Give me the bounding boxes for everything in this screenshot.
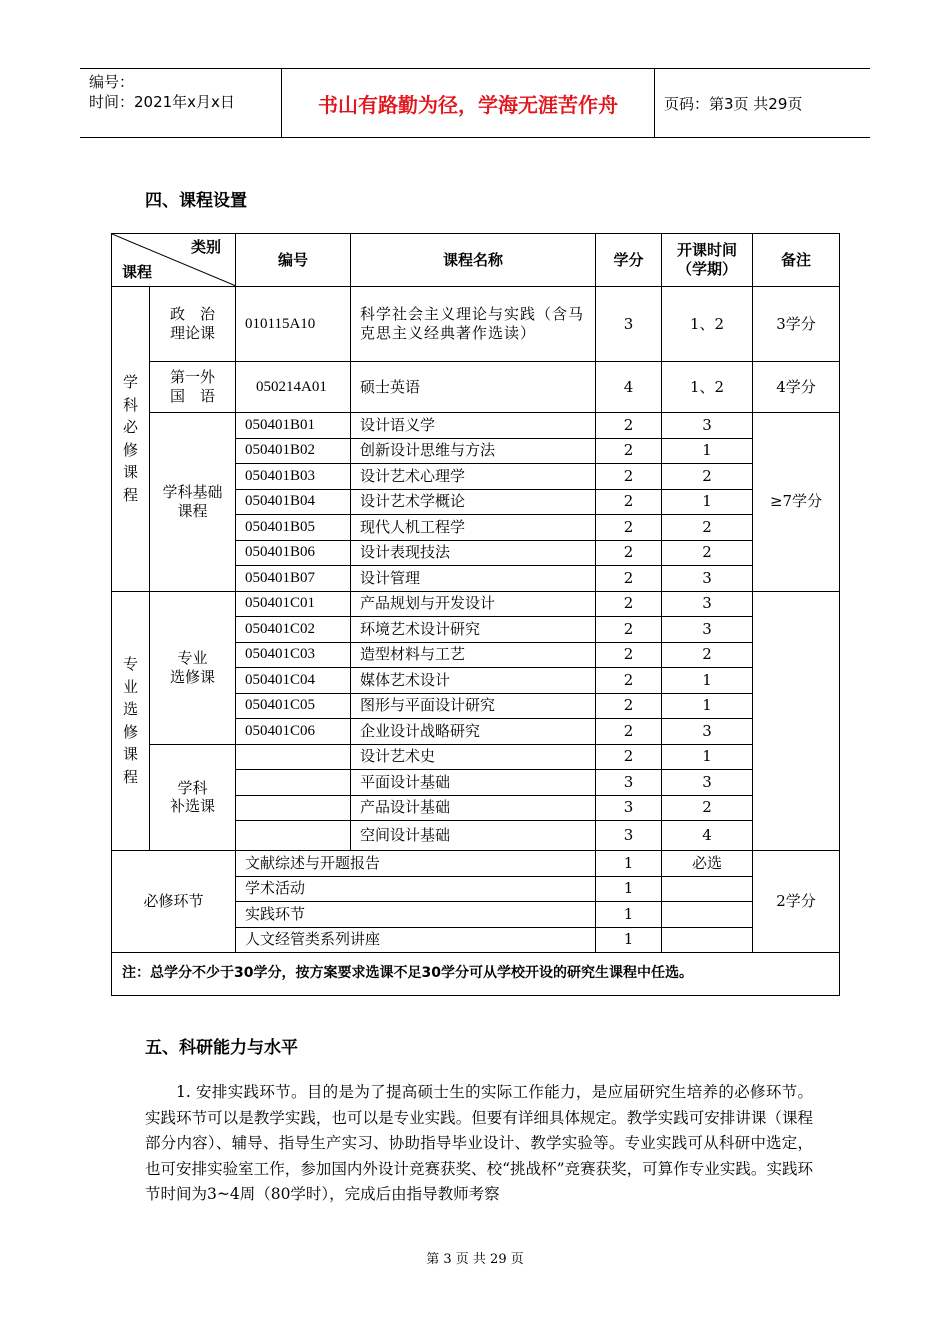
table-note: 注：总学分不少于30学分，按方案要求选课不足30学分可从学校开设的研究生课程中任选。 xyxy=(112,953,840,996)
body-paragraph-text: 1. 安排实践环节。目的是为了提高硕士生的实际工作能力，是应届研究生培养的必修环节。实践环节可以是教学实践，也可以是专业实践。但要有详细具体规定。教学实践可安排讲课（课程部分内容）、辅导、指导生产实习、协助指导毕业设计、教学实验等。专业实践可从科研中选定，也可安排实验室工作，参加国内外设计竞赛获奖、校“挑战杯”竞赛获奖，可算作专业实践。实践环节时间为3~4周（80学时），完成后由指导教师考察 xyxy=(145,1083,813,1203)
course-code: 050214A01 xyxy=(236,362,351,413)
course-remark: 3学分 xyxy=(753,287,840,362)
course-credit: 2 xyxy=(596,515,662,541)
doc-number-label: 编号： xyxy=(89,73,135,91)
link-term: 必选 xyxy=(662,851,753,877)
course-name: 设计表现技法 xyxy=(351,540,596,566)
doc-time-label: 时间：2021年x月x日 xyxy=(89,93,235,111)
links-remark: 2学分 xyxy=(753,851,840,953)
course-credit: 2 xyxy=(596,668,662,694)
table-row xyxy=(112,851,840,877)
course-term: 2 xyxy=(662,642,753,668)
course-code: 050401B03 xyxy=(236,464,351,490)
course-name: 空间设计基础 xyxy=(351,821,596,851)
course-term: 3 xyxy=(662,770,753,796)
course-name: 媒体艺术设计 xyxy=(351,668,596,694)
course-code: 050401C06 xyxy=(236,719,351,745)
course-term: 3 xyxy=(662,413,753,439)
table-row xyxy=(112,287,840,362)
group-required-links: 必修环节 xyxy=(112,851,236,953)
course-code: 050401B05 xyxy=(236,515,351,541)
course-credit: 3 xyxy=(596,795,662,821)
course-credit: 2 xyxy=(596,464,662,490)
course-term: 1、2 xyxy=(662,287,753,362)
link-term xyxy=(662,927,753,953)
course-term: 3 xyxy=(662,566,753,592)
course-credit: 2 xyxy=(596,540,662,566)
basic-remark: ≥7学分 xyxy=(753,413,840,592)
course-remark: 4学分 xyxy=(753,362,840,413)
course-credit: 2 xyxy=(596,744,662,770)
link-term xyxy=(662,876,753,902)
course-name: 造型材料与工艺 xyxy=(351,642,596,668)
course-code: 050401C04 xyxy=(236,668,351,694)
course-term: 2 xyxy=(662,515,753,541)
course-code: 050401C01 xyxy=(236,591,351,617)
group-elective-label: 专业选修课程 xyxy=(123,655,139,786)
course-name: 设计艺术学概论 xyxy=(351,489,596,515)
group-required-label: 学科必修课程 xyxy=(123,373,139,504)
header-term: 开课时间 （学期） xyxy=(662,234,753,287)
course-name: 平面设计基础 xyxy=(351,770,596,796)
course-term: 1 xyxy=(662,489,753,515)
course-term: 3 xyxy=(662,617,753,643)
course-name: 硕士英语 xyxy=(351,362,596,413)
course-code: 010115A10 xyxy=(236,287,351,362)
header-remark: 备注 xyxy=(753,234,840,287)
page-footer: 第 3 页 共 29 页 xyxy=(426,1252,524,1267)
course-credit: 2 xyxy=(596,489,662,515)
section-4-title: 四、课程设置 xyxy=(145,191,247,211)
header-category: 类别 xyxy=(190,238,221,256)
header-meta xyxy=(80,69,280,137)
course-credit: 3 xyxy=(596,287,662,362)
course-term: 1 xyxy=(662,693,753,719)
course-term: 2 xyxy=(662,795,753,821)
group-required xyxy=(112,287,150,592)
course-term: 3 xyxy=(662,719,753,745)
course-code: 050401C02 xyxy=(236,617,351,643)
course-name: 设计管理 xyxy=(351,566,596,592)
link-name: 文献综述与开题报告 xyxy=(236,851,596,877)
course-term: 1、2 xyxy=(662,362,753,413)
link-name: 学术活动 xyxy=(236,876,596,902)
course-credit: 3 xyxy=(596,770,662,796)
course-term: 1 xyxy=(662,668,753,694)
course-name: 产品规划与开发设计 xyxy=(351,591,596,617)
course-term: 2 xyxy=(662,540,753,566)
header-diagonal-cell xyxy=(112,234,236,287)
subgroup-major-elective: 专业 选修课 xyxy=(150,591,236,744)
course-name: 科学社会主义理论与实践（含马克思主义经典著作选读） xyxy=(351,287,596,362)
link-credit: 1 xyxy=(596,902,662,928)
course-name: 企业设计战略研究 xyxy=(351,719,596,745)
subgroup-basic: 学科基础 课程 xyxy=(150,413,236,592)
link-name: 实践环节 xyxy=(236,902,596,928)
course-code xyxy=(236,744,351,770)
table-row xyxy=(112,744,840,770)
course-credit: 2 xyxy=(596,693,662,719)
course-term: 1 xyxy=(662,438,753,464)
course-credit: 2 xyxy=(596,438,662,464)
link-term xyxy=(662,902,753,928)
course-code: 050401B06 xyxy=(236,540,351,566)
course-code: 050401B04 xyxy=(236,489,351,515)
header-page-info: 页码：第3页 共29页 xyxy=(664,95,803,113)
table-row xyxy=(112,591,840,617)
subgroup-supplement: 学科 补选课 xyxy=(150,744,236,851)
course-name: 创新设计思维与方法 xyxy=(351,438,596,464)
course-name: 设计艺术心理学 xyxy=(351,464,596,490)
course-name: 设计语义学 xyxy=(351,413,596,439)
course-name: 环境艺术设计研究 xyxy=(351,617,596,643)
course-credit: 2 xyxy=(596,719,662,745)
table-note-row xyxy=(112,953,840,996)
subgroup-foreign-language: 第一外 国 语 xyxy=(150,362,236,413)
course-name: 设计艺术史 xyxy=(351,744,596,770)
course-code: 050401B01 xyxy=(236,413,351,439)
page-header xyxy=(80,68,870,138)
group-elective xyxy=(112,591,150,851)
course-term: 3 xyxy=(662,591,753,617)
course-credit: 2 xyxy=(596,591,662,617)
course-credit: 2 xyxy=(596,617,662,643)
course-code xyxy=(236,821,351,851)
course-code xyxy=(236,770,351,796)
course-code xyxy=(236,795,351,821)
course-credit: 2 xyxy=(596,413,662,439)
course-code: 050401B02 xyxy=(236,438,351,464)
body-paragraph xyxy=(145,1080,813,1208)
table-row xyxy=(112,413,840,439)
course-code: 050401C03 xyxy=(236,642,351,668)
table-row xyxy=(112,362,840,413)
course-credit: 2 xyxy=(596,642,662,668)
course-code: 050401B07 xyxy=(236,566,351,592)
subgroup-politics: 政 治 理论课 xyxy=(150,287,236,362)
header-motto: 书山有路勤为径，学海无涯苦作舟 xyxy=(281,69,655,137)
course-term: 4 xyxy=(662,821,753,851)
course-name: 产品设计基础 xyxy=(351,795,596,821)
course-credit: 4 xyxy=(596,362,662,413)
link-credit: 1 xyxy=(596,876,662,902)
link-credit: 1 xyxy=(596,927,662,953)
header-course: 课程 xyxy=(122,263,153,282)
course-table xyxy=(111,233,840,996)
table-header-row xyxy=(112,234,840,287)
section-5-title: 五、科研能力与水平 xyxy=(145,1038,298,1058)
header-code: 编号 xyxy=(236,234,351,287)
header-name: 课程名称 xyxy=(351,234,596,287)
course-term: 2 xyxy=(662,464,753,490)
course-term: 1 xyxy=(662,744,753,770)
course-code: 050401C05 xyxy=(236,693,351,719)
course-credit: 2 xyxy=(596,566,662,592)
header-credit: 学分 xyxy=(596,234,662,287)
course-credit: 3 xyxy=(596,821,662,851)
link-credit: 1 xyxy=(596,851,662,877)
elective-remark xyxy=(753,591,840,851)
link-name: 人文经管类系列讲座 xyxy=(236,927,596,953)
course-name: 现代人机工程学 xyxy=(351,515,596,541)
course-name: 图形与平面设计研究 xyxy=(351,693,596,719)
